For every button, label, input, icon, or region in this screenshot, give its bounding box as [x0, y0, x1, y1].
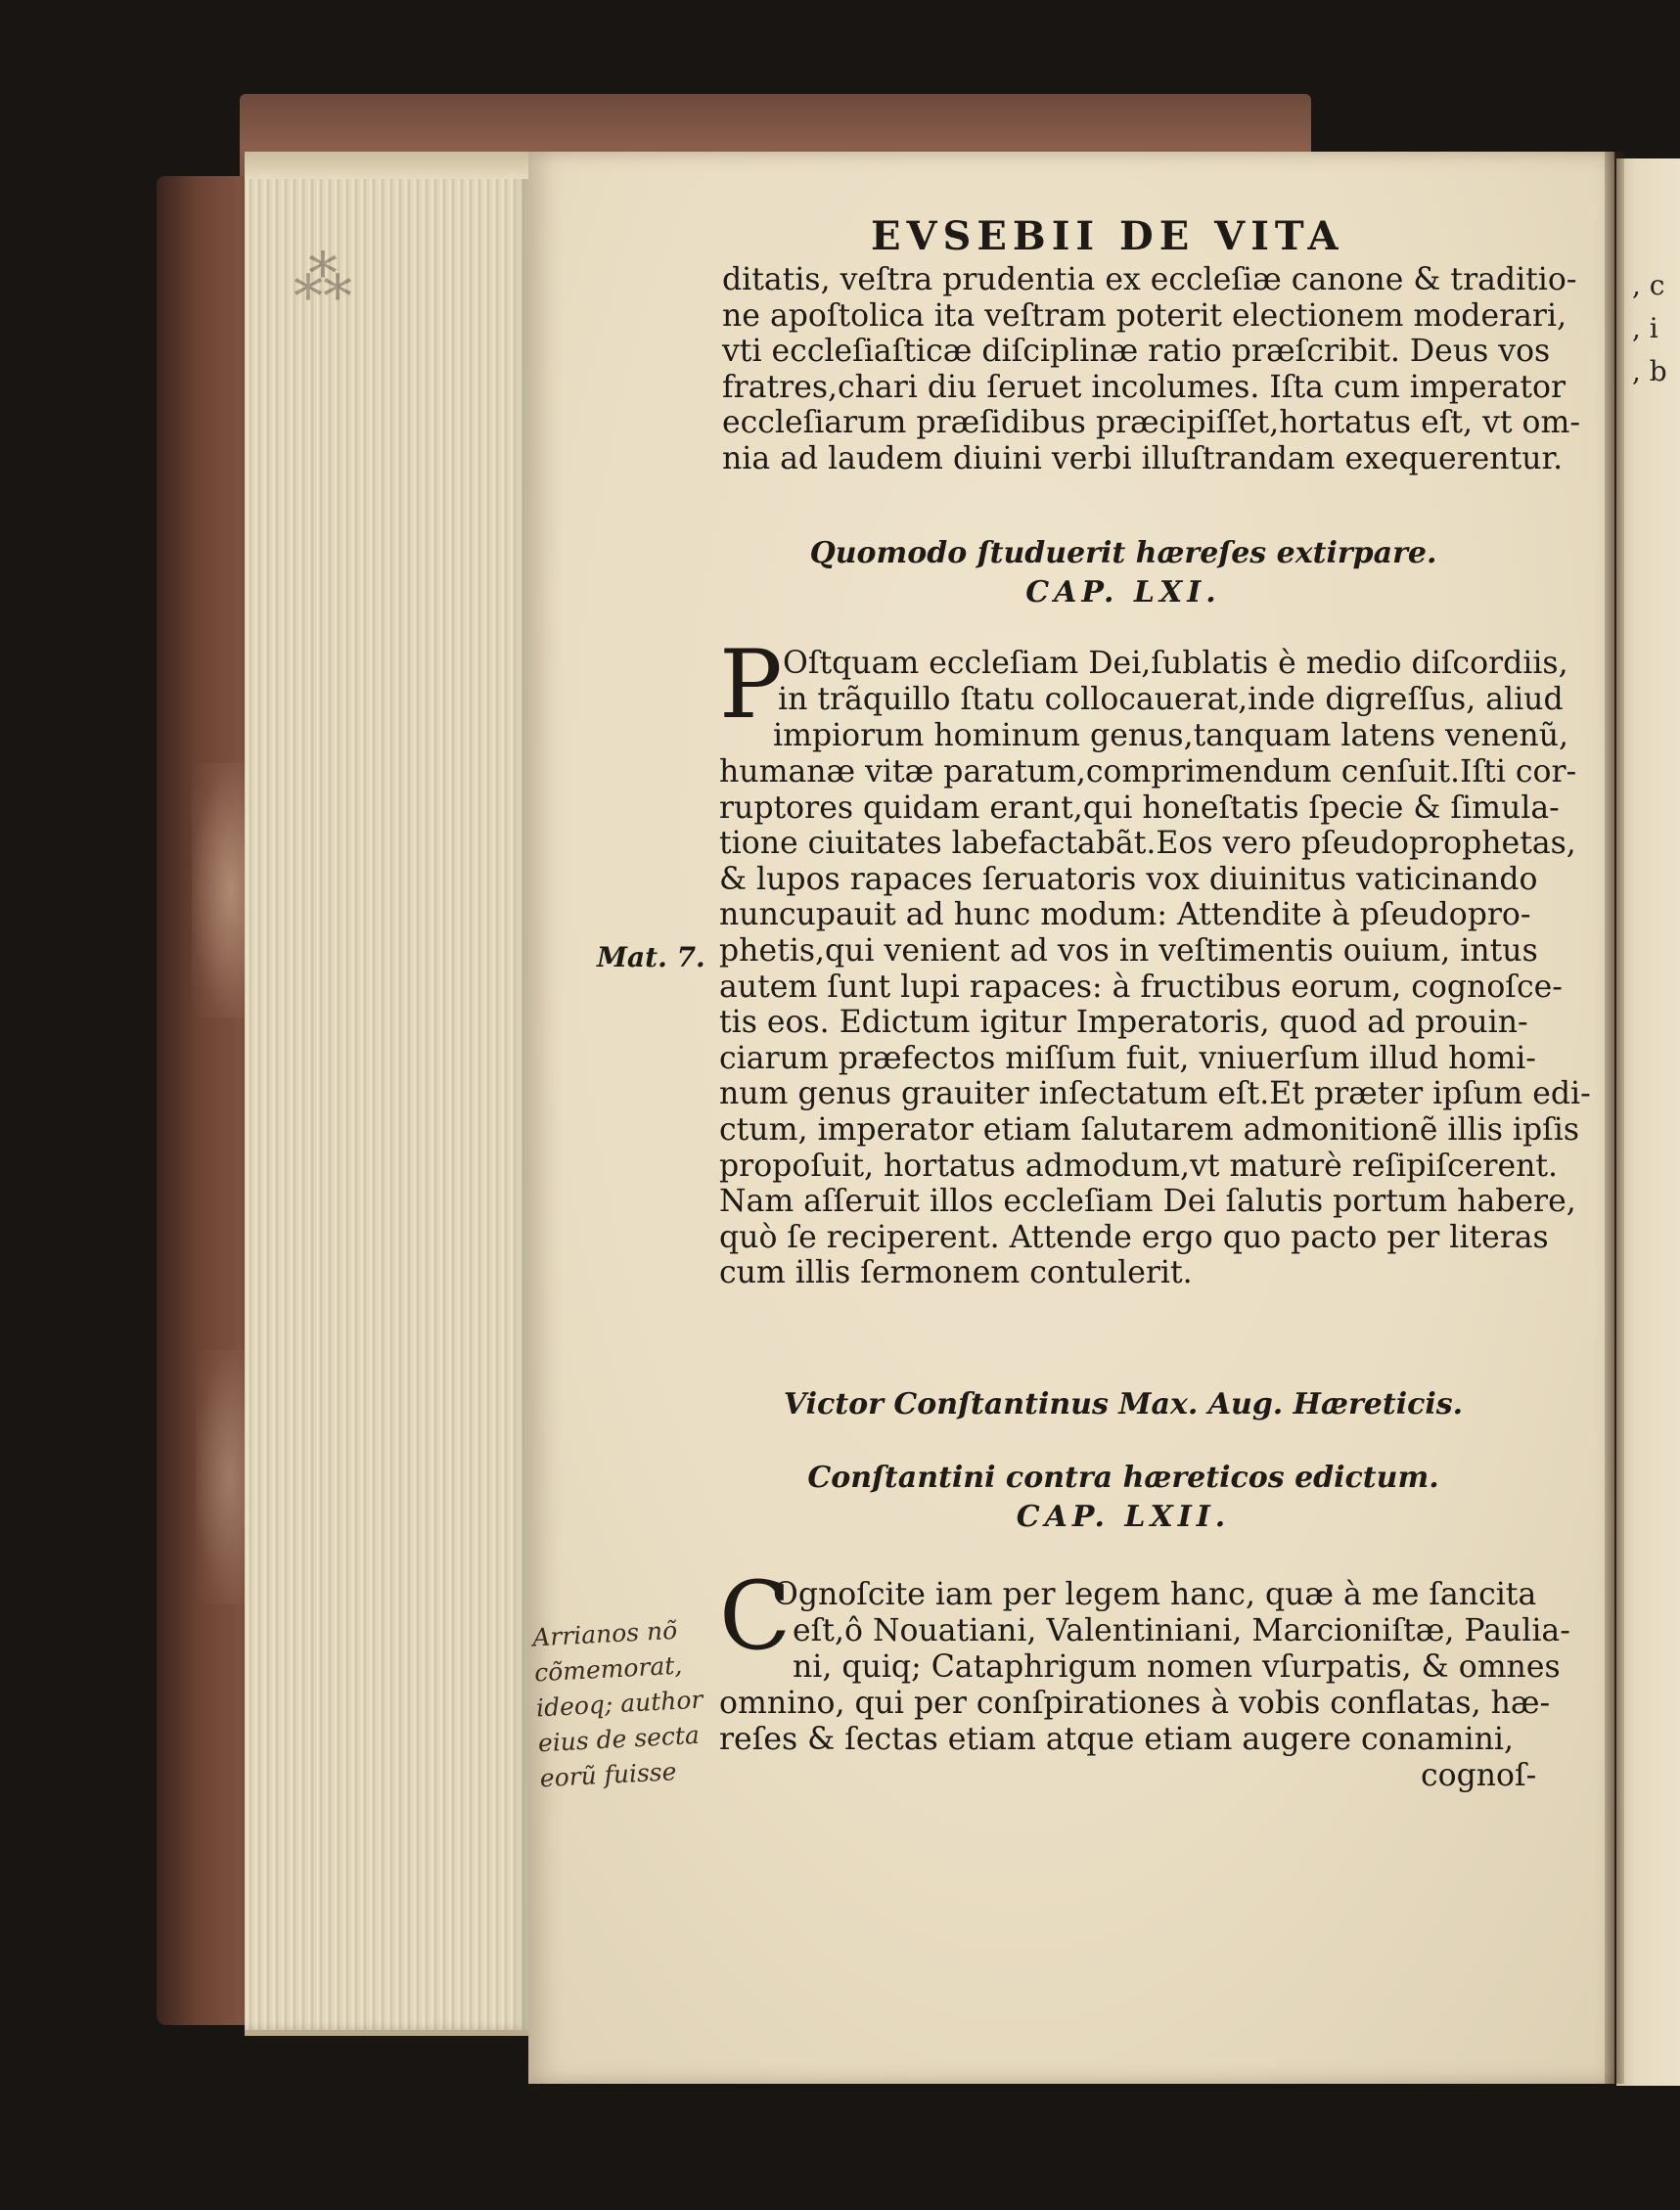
- text-line: num genus grauiter inſectatum eſt.Et præter ipſum edi-: [719, 1076, 1591, 1112]
- top-paragraph: [722, 262, 1581, 477]
- address-line: Victor Conſtantinus Max. Aug. Hæreticis.: [783, 1387, 1464, 1421]
- text-line: Oſtquam eccleſiam Dei,ſublatis è medio diſcordiis,: [783, 646, 1568, 681]
- text-line: eccleſiarum præſidibus præcipiſſet,hortatus eſt, vt om-: [722, 405, 1581, 441]
- text-line: phetis,qui venient ad vos in veſtimentis ouium, intus: [719, 932, 1538, 969]
- handwritten-line: ideoq; author: [535, 1685, 704, 1723]
- text-line: autem ſunt lupi rapaces: à fructibus eorum, cognoſce-: [719, 969, 1563, 1005]
- text-line: nuncupauit ad hunc modum: Attendite à pſeudopro-: [719, 897, 1531, 933]
- margin-note: Mat. 7.: [597, 941, 705, 973]
- page-edges: [245, 152, 528, 2036]
- faded-stamp: ⁂: [294, 245, 352, 313]
- drop-cap: P: [719, 630, 783, 740]
- text-line: cum illis ſermonem contulerit.: [719, 1255, 1193, 1291]
- text-line: ctum, imperator etiam ſalutarem admonitionẽ illis ipſis: [719, 1111, 1580, 1148]
- chapter-61-title: Quomodo ſtuduerit hæreſes extirpare.: [809, 536, 1437, 570]
- handwritten-line: cõmemorat,: [533, 1650, 683, 1688]
- text-line: ni, quiq; Cataphrigum nomen vſurpatis, & omnes: [793, 1649, 1561, 1685]
- text-line: Ognoſcite iam per legem hanc, quæ à me ſancita: [773, 1577, 1537, 1612]
- handwritten-line: eorũ fuisse: [539, 1757, 678, 1793]
- text-line: nia ad laudem diuini verbi illuſtrandam exequerentur.: [722, 440, 1564, 476]
- drop-cap: C: [719, 1561, 792, 1671]
- text-line: ditatis, veſtra prudentia ex eccleſiæ canone & traditio-: [722, 262, 1577, 297]
- facing-line: , c: [1632, 269, 1665, 301]
- text-line: propoſuit, hortatus admodum,vt maturè reſipiſcerent.: [719, 1148, 1559, 1184]
- catchword: cognoſ-: [1421, 1758, 1537, 1793]
- chapter-61-number: CAP. LXI.: [1025, 575, 1221, 609]
- text-line: ciarum præfectos miſſum fuit, vniuerſum illud homi-: [719, 1040, 1536, 1076]
- gutter-shadow: [1605, 152, 1624, 2084]
- text-line: reſes & ſectas etiam atque etiam augere conamini,: [719, 1721, 1514, 1757]
- text-line: tione ciuitates labefactabãt.Eos vero pſeudoprophetas,: [719, 826, 1576, 862]
- handwritten-annotation: [531, 1612, 707, 1797]
- text-line: fratres,chari diu ſeruet incolumes. Iſta cum imperator: [722, 369, 1566, 405]
- text-line: ruptores quidam erant,qui honeſtatis ſpecie & ſimula-: [719, 789, 1560, 826]
- handwritten-line: eius de secta: [537, 1720, 701, 1758]
- chapter-61-body: [719, 754, 1591, 1291]
- text-line: omnino, qui per conſpirationes à vobis conflatas, hæ-: [719, 1686, 1551, 1721]
- facing-line: , i: [1632, 312, 1658, 344]
- text-line: Nam aſſeruit illos eccleſiam Dei ſalutis portum habere,: [719, 1184, 1576, 1220]
- text-line: impiorum hominum genus,tanquam latens venenũ,: [773, 718, 1569, 753]
- text-line: tis eos. Edictum igitur Imperatoris, quod ad prouin-: [719, 1005, 1528, 1041]
- running-head: EVSEBII DE VITA: [871, 213, 1344, 259]
- text-line: & lupos rapaces ſeruatoris vox diuinitus vaticinando: [719, 861, 1538, 897]
- text-line: ne apoſtolica ita veſtram poterit electionem moderari,: [722, 297, 1567, 334]
- facing-page: [1616, 158, 1680, 2086]
- text-line: eſt,ô Nouatiani, Valentiniani, Marcioniſtæ, Paulia-: [793, 1613, 1570, 1648]
- text-line: vti eccleſiaſticæ diſciplinæ ratio præſcribit. Deus vos: [722, 334, 1551, 370]
- page-edges-top: [245, 152, 528, 179]
- handwritten-line: Arrianos nõ: [531, 1615, 678, 1652]
- text-line: in trãquillo ſtatu collocauerat,inde digreſſus, aliud: [778, 682, 1564, 717]
- facing-line: , b: [1632, 355, 1667, 387]
- text-line: quò ſe reciperent. Attende ergo quo pacto per literas: [719, 1219, 1549, 1255]
- text-line: humanæ vitæ paratum,comprimendum cenſuit.Iſti cor-: [719, 754, 1577, 789]
- chapter-62-number: CAP. LXII.: [1016, 1500, 1231, 1534]
- chapter-62-title: Conſtantini contra hæreticos edictum.: [807, 1461, 1439, 1495]
- chapter-62-body: [719, 1686, 1551, 1757]
- facing-page-text: [1632, 264, 1680, 393]
